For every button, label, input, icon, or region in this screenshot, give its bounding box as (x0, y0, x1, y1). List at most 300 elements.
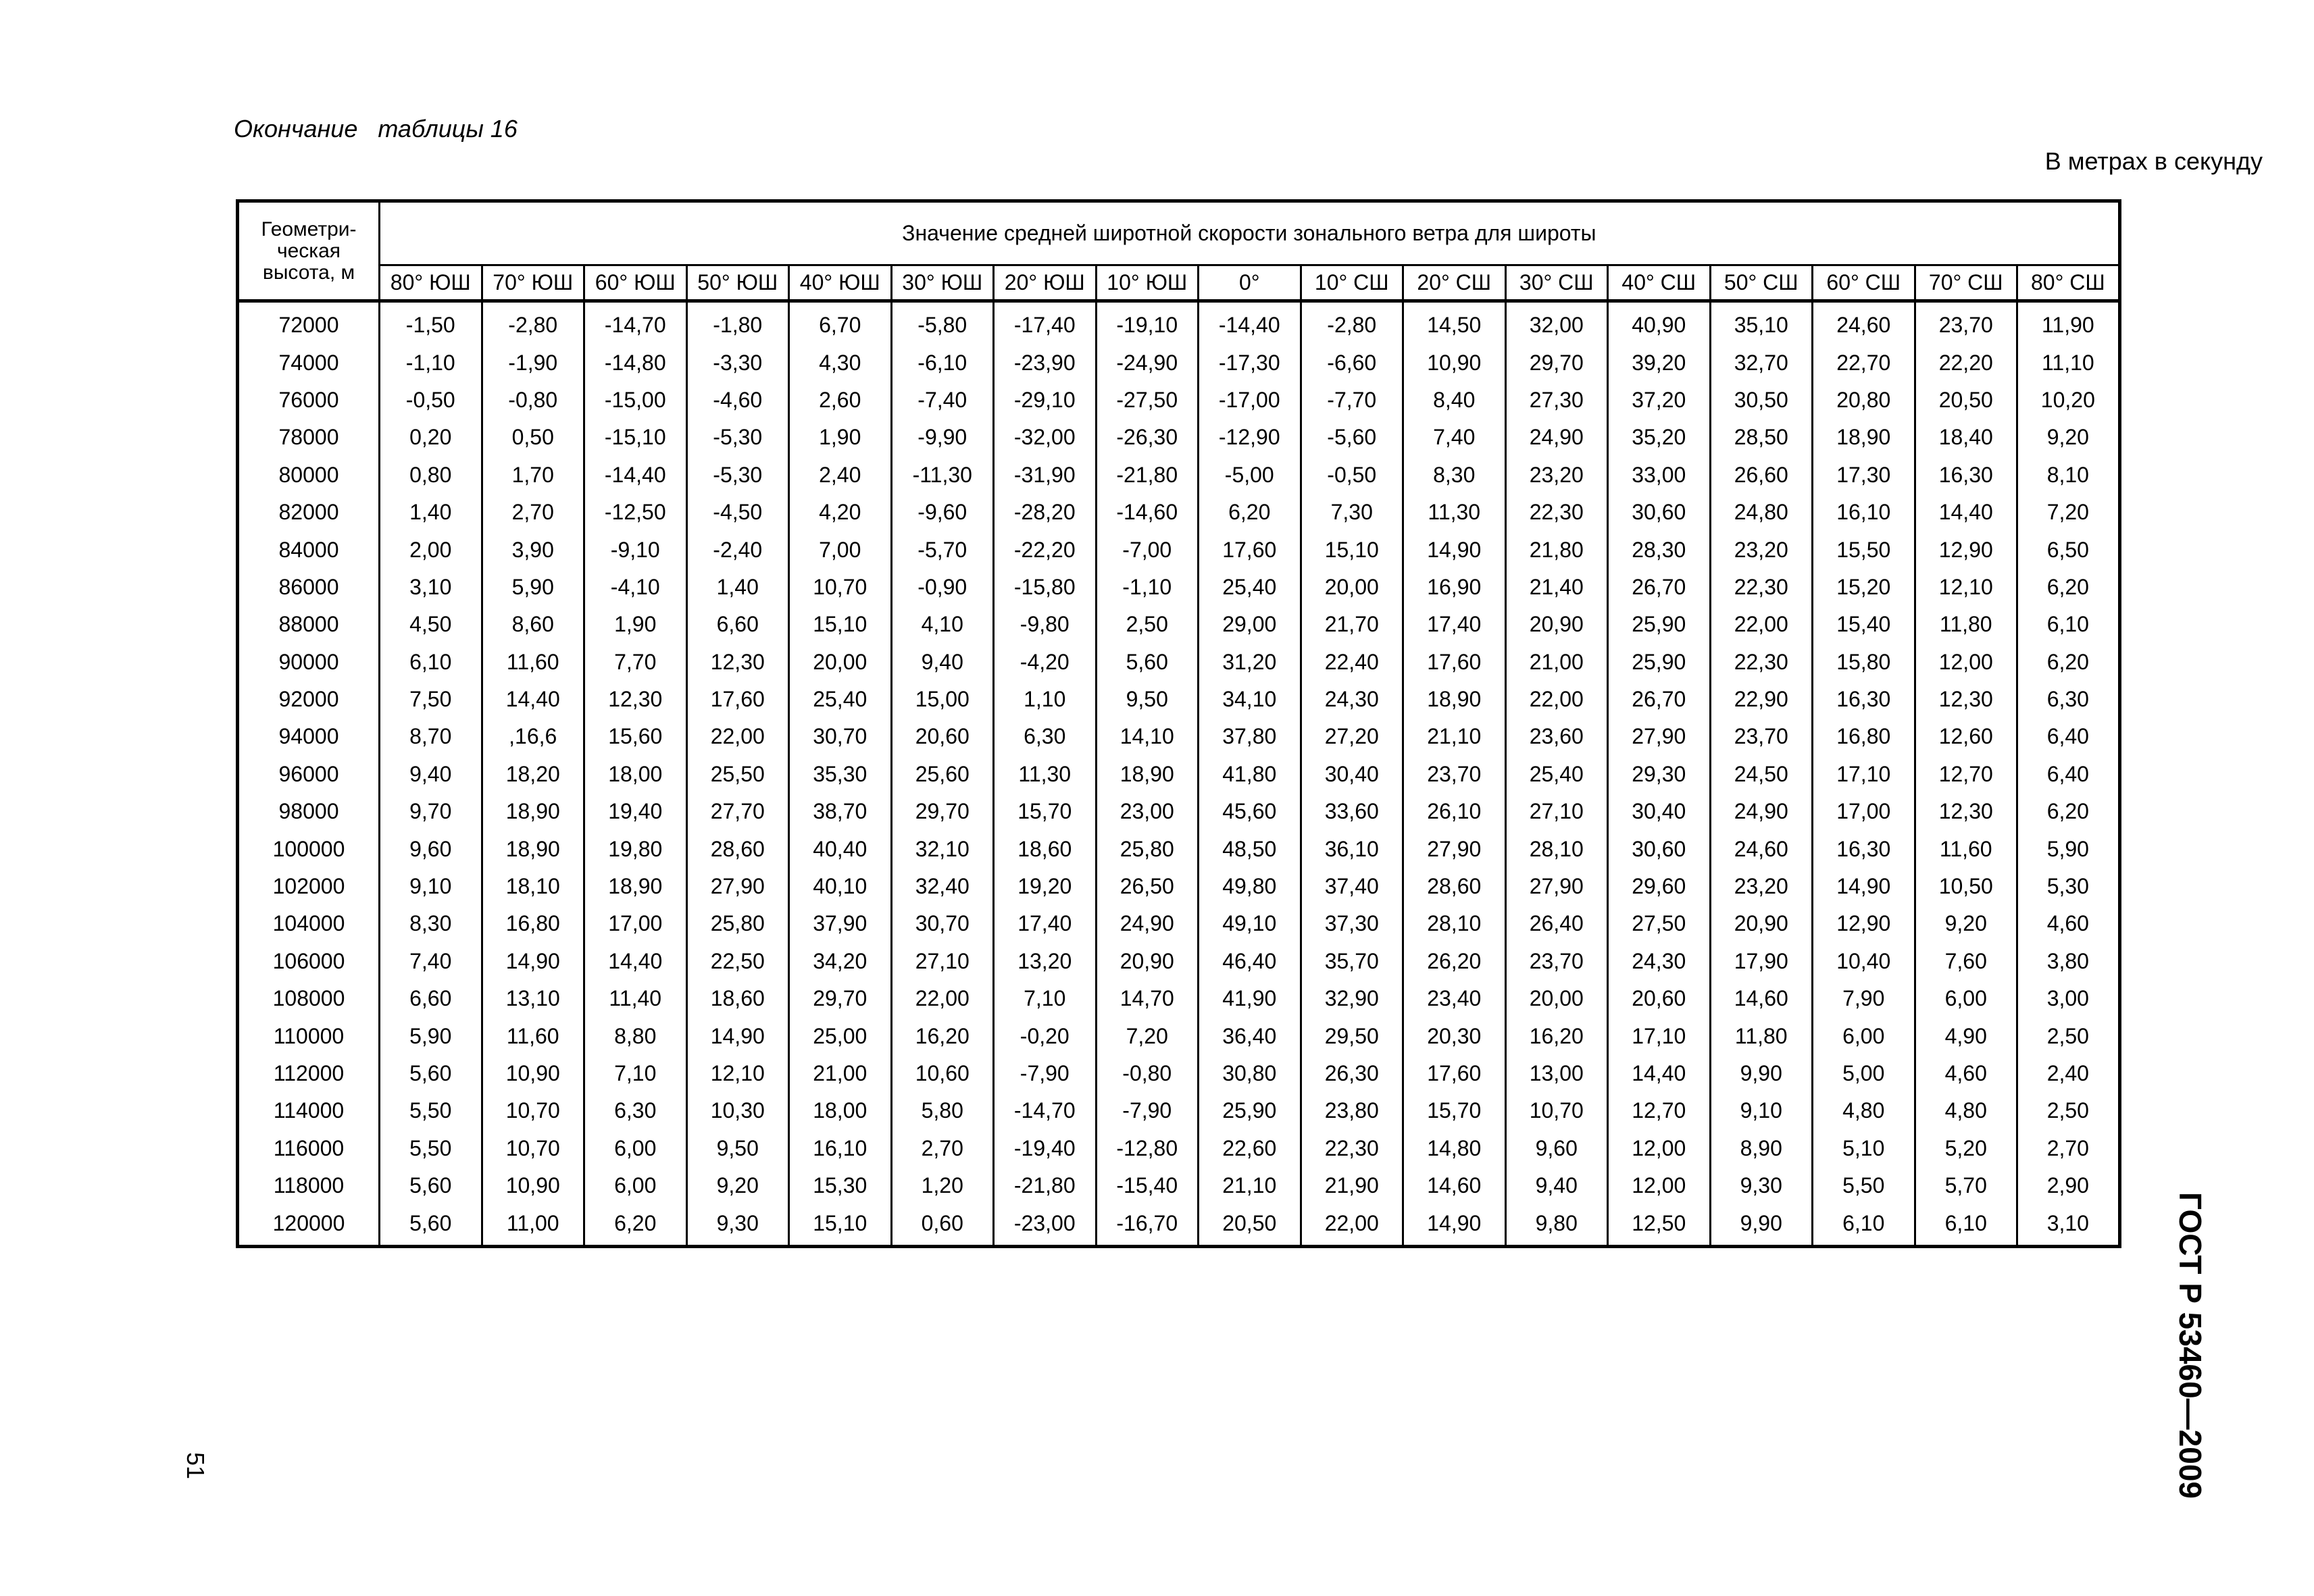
wind-speed-cell: 20,00 (1301, 569, 1403, 606)
wind-speed-cell: 27,90 (1403, 830, 1506, 867)
wind-speed-cell: 41,90 (1199, 980, 1301, 1017)
wind-speed-cell: 22,30 (1710, 644, 1813, 681)
wind-speed-cell: 22,00 (891, 980, 994, 1017)
wind-speed-cell: 12,00 (1915, 644, 2017, 681)
wind-speed-cell: 7,20 (1096, 1017, 1199, 1054)
wind-speed-cell: -24,90 (1096, 344, 1199, 381)
wind-speed-cell: 8,60 (482, 606, 584, 643)
wind-speed-cell: 27,10 (891, 943, 994, 980)
wind-speed-cell: -14,70 (994, 1092, 1097, 1129)
altitude-cell: 104000 (238, 905, 380, 942)
wind-speed-cell: 5,60 (1096, 644, 1199, 681)
table-row (238, 1092, 2120, 1129)
altitude-header-line: высота, м (262, 261, 355, 284)
wind-speed-cell: -1,90 (482, 344, 584, 381)
table-row (238, 1167, 2120, 1204)
wind-speed-cell: 6,00 (1813, 1017, 1915, 1054)
altitude-cell: 116000 (238, 1130, 380, 1167)
wind-speed-cell: 12,90 (1813, 905, 1915, 942)
wind-speed-cell: 12,70 (1915, 756, 2017, 793)
wind-speed-cell: 6,30 (994, 718, 1097, 755)
wind-speed-cell: 18,90 (482, 793, 584, 830)
wind-speed-cell: -15,80 (994, 569, 1097, 606)
wind-speed-cell: 37,80 (1199, 718, 1301, 755)
wind-speed-cell: 12,50 (1608, 1204, 1711, 1246)
wind-speed-cell: -0,90 (891, 569, 994, 606)
wind-speed-cell: 13,20 (994, 943, 1097, 980)
altitude-cell: 98000 (238, 793, 380, 830)
wind-speed-cell: -0,50 (380, 382, 482, 419)
wind-speed-cell: 9,60 (380, 830, 482, 867)
wind-speed-cell: 15,70 (994, 793, 1097, 830)
wind-speed-cell: 8,80 (584, 1017, 687, 1054)
wind-speed-cell: -14,80 (584, 344, 687, 381)
wind-speed-cell: 29,50 (1301, 1017, 1403, 1054)
wind-speed-cell: 16,10 (1813, 494, 1915, 531)
wind-speed-cell: 27,50 (1608, 905, 1711, 942)
wind-speed-cell: -9,60 (891, 494, 994, 531)
wind-speed-cell: -1,10 (380, 344, 482, 381)
wind-speed-cell: 28,60 (1403, 868, 1506, 905)
wind-speed-cell: 7,90 (1813, 980, 1915, 1017)
wind-speed-cell: 26,20 (1403, 943, 1506, 980)
wind-speed-cell: 10,40 (1813, 943, 1915, 980)
wind-speed-cell: -16,70 (1096, 1204, 1199, 1246)
wind-speed-cell: -5,80 (891, 301, 994, 344)
wind-speed-cell: 14,90 (1813, 868, 1915, 905)
wind-speed-cell: 19,40 (584, 793, 687, 830)
wind-speed-cell: 25,00 (789, 1017, 892, 1054)
table-row (238, 644, 2120, 681)
wind-speed-cell: 20,00 (789, 644, 892, 681)
table-row (238, 531, 2120, 568)
latitude-header: 20° ЮШ (994, 265, 1097, 301)
wind-speed-cell: 6,10 (1813, 1204, 1915, 1246)
wind-speed-cell: 14,90 (686, 1017, 789, 1054)
wind-speed-cell: 27,30 (1505, 382, 1608, 419)
wind-speed-cell: 6,60 (380, 980, 482, 1017)
wind-speed-cell: 18,60 (686, 980, 789, 1017)
wind-speed-cell: 10,70 (482, 1130, 584, 1167)
wind-speed-cell: 38,70 (789, 793, 892, 830)
wind-speed-cell: 12,30 (686, 644, 789, 681)
wind-speed-cell: 26,70 (1608, 569, 1711, 606)
wind-speed-cell: 37,20 (1608, 382, 1711, 419)
wind-speed-cell: 11,90 (2017, 301, 2120, 344)
wind-speed-cell: 0,50 (482, 419, 584, 456)
wind-speed-cell: -14,60 (1096, 494, 1199, 531)
wind-speed-cell: 17,40 (994, 905, 1097, 942)
wind-speed-cell: 26,40 (1505, 905, 1608, 942)
wind-speed-cell: 28,10 (1403, 905, 1506, 942)
wind-speed-cell: 1,40 (686, 569, 789, 606)
wind-speed-cell: 2,60 (789, 382, 892, 419)
wind-speed-cell: 30,80 (1199, 1055, 1301, 1092)
table-row (238, 382, 2120, 419)
wind-speed-cell: 5,50 (380, 1092, 482, 1129)
wind-speed-cell: 10,50 (1915, 868, 2017, 905)
wind-speed-cell: 32,70 (1710, 344, 1813, 381)
wind-speed-cell: 16,20 (1505, 1017, 1608, 1054)
wind-speed-cell: 20,50 (1915, 382, 2017, 419)
wind-speed-cell: 6,20 (2017, 793, 2120, 830)
table-row (238, 494, 2120, 531)
wind-speed-cell: -2,80 (482, 301, 584, 344)
wind-speed-cell: 4,60 (1915, 1055, 2017, 1092)
wind-speed-cell: 9,70 (380, 793, 482, 830)
wind-speed-cell: -1,50 (380, 301, 482, 344)
latitude-header: 80° ЮШ (380, 265, 482, 301)
wind-speed-cell: 21,90 (1301, 1167, 1403, 1204)
wind-speed-cell: 11,60 (482, 1017, 584, 1054)
wind-speed-cell: 45,60 (1199, 793, 1301, 830)
table-row (238, 1055, 2120, 1092)
wind-speed-cell: 18,90 (1096, 756, 1199, 793)
altitude-cell: 72000 (238, 301, 380, 344)
wind-speed-cell: 2,40 (2017, 1055, 2120, 1092)
wind-speed-cell: 3,10 (380, 569, 482, 606)
wind-speed-cell: 10,90 (482, 1055, 584, 1092)
units-note: В метрах в секунду (2044, 147, 2263, 175)
wind-speed-cell: 5,00 (1813, 1055, 1915, 1092)
altitude-cell: 110000 (238, 1017, 380, 1054)
wind-speed-cell: 8,10 (2017, 457, 2120, 494)
wind-speed-cell: 17,10 (1813, 756, 1915, 793)
wind-speed-cell: 33,00 (1608, 457, 1711, 494)
wind-speed-cell: 4,60 (2017, 905, 2120, 942)
wind-speed-cell: 24,80 (1710, 494, 1813, 531)
wind-speed-cell: -5,30 (686, 457, 789, 494)
table-row (238, 756, 2120, 793)
wind-speed-cell: 5,10 (1813, 1130, 1915, 1167)
wind-speed-cell: -5,30 (686, 419, 789, 456)
table-row (238, 681, 2120, 718)
wind-speed-cell: 0,80 (380, 457, 482, 494)
wind-speed-cell: 9,10 (380, 868, 482, 905)
table-row (238, 793, 2120, 830)
wind-speed-cell: -17,00 (1199, 382, 1301, 419)
table-row (238, 905, 2120, 942)
altitude-cell: 102000 (238, 868, 380, 905)
altitude-column-header (238, 201, 380, 301)
wind-speed-cell: 9,30 (686, 1204, 789, 1246)
wind-speed-cell: 9,30 (1710, 1167, 1813, 1204)
wind-speed-cell: 7,70 (584, 644, 687, 681)
wind-speed-cell: 10,70 (482, 1092, 584, 1129)
wind-speed-cell: 23,20 (1505, 457, 1608, 494)
table-row (238, 868, 2120, 905)
latitude-header: 60° ЮШ (584, 265, 687, 301)
wind-speed-cell: 23,00 (1096, 793, 1199, 830)
wind-speed-cell: 9,20 (1915, 905, 2017, 942)
wind-speed-cell: 29,30 (1608, 756, 1711, 793)
latitude-header: 70° СШ (1915, 265, 2017, 301)
wind-speed-cell: 23,70 (1915, 301, 2017, 344)
wind-speed-cell: 17,10 (1608, 1017, 1711, 1054)
wind-speed-cell: 12,30 (584, 681, 687, 718)
altitude-cell: 84000 (238, 531, 380, 568)
wind-speed-cell: -26,30 (1096, 419, 1199, 456)
wind-speed-cell: 28,10 (1505, 830, 1608, 867)
latitude-group-header: Значение средней широтной скорости зонального ветра для широты (380, 201, 2120, 265)
wind-speed-cell: 4,80 (1813, 1092, 1915, 1129)
wind-speed-cell: 7,20 (2017, 494, 2120, 531)
wind-speed-cell: 15,00 (891, 681, 994, 718)
wind-speed-cell: 34,10 (1199, 681, 1301, 718)
wind-speed-cell: 10,70 (1505, 1092, 1608, 1129)
wind-speed-cell: 6,20 (584, 1204, 687, 1246)
latitude-header: 20° СШ (1403, 265, 1506, 301)
wind-speed-cell: 8,90 (1710, 1130, 1813, 1167)
wind-speed-cell: -5,70 (891, 531, 994, 568)
wind-speed-cell: 4,30 (789, 344, 892, 381)
wind-speed-cell: -2,40 (686, 531, 789, 568)
wind-speed-cell: -9,90 (891, 419, 994, 456)
wind-speed-cell: 21,10 (1199, 1167, 1301, 1204)
altitude-cell: 80000 (238, 457, 380, 494)
table-row (238, 830, 2120, 867)
wind-speed-cell: 11,30 (1403, 494, 1506, 531)
wind-speed-cell: 1,10 (994, 681, 1097, 718)
wind-speed-cell: 23,60 (1505, 718, 1608, 755)
wind-speed-cell: 25,80 (686, 905, 789, 942)
wind-speed-cell: 22,60 (1199, 1130, 1301, 1167)
wind-speed-cell: 17,60 (1199, 531, 1301, 568)
wind-speed-cell: 15,10 (1301, 531, 1403, 568)
wind-speed-cell: 11,30 (994, 756, 1097, 793)
wind-speed-cell: 16,20 (891, 1017, 994, 1054)
wind-speed-cell: 14,60 (1710, 980, 1813, 1017)
wind-speed-cell: -29,10 (994, 382, 1097, 419)
wind-speed-cell: 8,70 (380, 718, 482, 755)
document-standard-title: ГОСТ Р 53460—2009 (2173, 1192, 2208, 1499)
altitude-cell: 108000 (238, 980, 380, 1017)
wind-speed-cell: 17,00 (584, 905, 687, 942)
wind-speed-cell: 6,30 (584, 1092, 687, 1129)
table-row (238, 980, 2120, 1017)
altitude-cell: 112000 (238, 1055, 380, 1092)
wind-speed-cell: 18,90 (482, 830, 584, 867)
wind-speed-cell: 18,60 (994, 830, 1097, 867)
wind-speed-cell: -4,20 (994, 644, 1097, 681)
wind-speed-cell: 40,40 (789, 830, 892, 867)
wind-speed-cell: 3,80 (2017, 943, 2120, 980)
wind-speed-cell: 20,60 (1608, 980, 1711, 1017)
wind-speed-cell: 17,60 (686, 681, 789, 718)
wind-speed-cell: 15,70 (1403, 1092, 1506, 1129)
wind-speed-cell: 20,60 (891, 718, 994, 755)
wind-speed-cell: 29,70 (1505, 344, 1608, 381)
wind-speed-cell: -2,80 (1301, 301, 1403, 344)
wind-speed-cell: 20,90 (1505, 606, 1608, 643)
wind-speed-cell: 11,00 (482, 1204, 584, 1246)
wind-speed-cell: 36,40 (1199, 1017, 1301, 1054)
wind-speed-cell: 11,60 (482, 644, 584, 681)
wind-speed-cell: 2,90 (2017, 1167, 2120, 1204)
wind-speed-cell: 17,30 (1813, 457, 1915, 494)
altitude-cell: 118000 (238, 1167, 380, 1204)
wind-speed-cell: 37,90 (789, 905, 892, 942)
wind-speed-cell: 6,20 (2017, 644, 2120, 681)
altitude-cell: 92000 (238, 681, 380, 718)
wind-speed-cell: 7,40 (1403, 419, 1506, 456)
altitude-cell: 100000 (238, 830, 380, 867)
wind-speed-cell: 23,70 (1403, 756, 1506, 793)
wind-speed-cell: 7,50 (380, 681, 482, 718)
wind-speed-cell: 21,10 (1403, 718, 1506, 755)
wind-speed-cell: 14,50 (1403, 301, 1506, 344)
wind-speed-cell: 15,50 (1813, 531, 1915, 568)
wind-speed-cell: 0,20 (380, 419, 482, 456)
wind-speed-cell: 1,40 (380, 494, 482, 531)
table-row (238, 1204, 2120, 1246)
wind-speed-cell: 32,40 (891, 868, 994, 905)
wind-speed-cell: 7,60 (1915, 943, 2017, 980)
wind-speed-cell: 30,50 (1710, 382, 1813, 419)
wind-speed-cell: 7,30 (1301, 494, 1403, 531)
wind-speed-cell: -0,50 (1301, 457, 1403, 494)
wind-speed-cell: 21,70 (1301, 606, 1403, 643)
wind-speed-cell: -21,80 (1096, 457, 1199, 494)
altitude-cell: 120000 (238, 1204, 380, 1246)
wind-speed-cell: 35,70 (1301, 943, 1403, 980)
wind-speed-cell: -17,30 (1199, 344, 1301, 381)
wind-speed-cell: -5,00 (1199, 457, 1301, 494)
altitude-cell: 106000 (238, 943, 380, 980)
wind-speed-cell: 12,30 (1915, 793, 2017, 830)
latitude-header: 50° СШ (1710, 265, 1813, 301)
wind-speed-cell: -14,40 (584, 457, 687, 494)
altitude-cell: 78000 (238, 419, 380, 456)
wind-speed-cell: -23,90 (994, 344, 1097, 381)
wind-speed-cell: 10,90 (482, 1167, 584, 1204)
wind-speed-cell: 35,10 (1710, 301, 1813, 344)
wind-speed-cell: 15,30 (789, 1167, 892, 1204)
wind-speed-cell: -7,00 (1096, 531, 1199, 568)
wind-speed-cell: -4,10 (584, 569, 687, 606)
wind-speed-cell: 15,60 (584, 718, 687, 755)
wind-speed-cell: 27,10 (1505, 793, 1608, 830)
wind-speed-cell: 18,90 (1813, 419, 1915, 456)
wind-speed-cell: 16,30 (1915, 457, 2017, 494)
altitude-cell: 88000 (238, 606, 380, 643)
wind-speed-cell: 24,90 (1710, 793, 1813, 830)
wind-speed-cell: 22,00 (1505, 681, 1608, 718)
table-row (238, 606, 2120, 643)
wind-speed-cell: -9,80 (994, 606, 1097, 643)
wind-speed-cell: 24,90 (1096, 905, 1199, 942)
wind-speed-cell: 23,70 (1505, 943, 1608, 980)
wind-speed-cell: 25,40 (1505, 756, 1608, 793)
wind-speed-cell: 22,30 (1301, 1130, 1403, 1167)
wind-speed-cell: 4,20 (789, 494, 892, 531)
wind-speed-cell: 23,20 (1710, 531, 1813, 568)
wind-speed-cell: 41,80 (1199, 756, 1301, 793)
table-row (238, 419, 2120, 456)
table-row (238, 457, 2120, 494)
table-row (238, 344, 2120, 381)
wind-speed-cell: 27,90 (1608, 718, 1711, 755)
wind-speed-cell: 4,90 (1915, 1017, 2017, 1054)
wind-speed-cell: 26,70 (1608, 681, 1711, 718)
wind-speed-cell: 14,90 (1403, 531, 1506, 568)
wind-speed-cell: 10,60 (891, 1055, 994, 1092)
wind-speed-cell: 14,10 (1096, 718, 1199, 755)
wind-speed-cell: -15,10 (584, 419, 687, 456)
table-body (238, 301, 2120, 1247)
wind-speed-cell: 9,50 (1096, 681, 1199, 718)
page-number: 51 (182, 1452, 209, 1480)
wind-speed-cell: 29,60 (1608, 868, 1711, 905)
wind-speed-cell: 15,10 (789, 1204, 892, 1246)
wind-speed-cell: 12,00 (1608, 1130, 1711, 1167)
wind-speed-cell: 16,30 (1813, 681, 1915, 718)
wind-speed-cell: 18,40 (1915, 419, 2017, 456)
wind-speed-cell: 20,30 (1403, 1017, 1506, 1054)
wind-speed-cell: 29,70 (891, 793, 994, 830)
wind-speed-cell: 29,70 (789, 980, 892, 1017)
latitude-header-row (238, 265, 2120, 301)
wind-speed-cell: 2,50 (2017, 1092, 2120, 1129)
wind-speed-cell: 21,00 (1505, 644, 1608, 681)
wind-speed-cell: 32,10 (891, 830, 994, 867)
wind-speed-cell: 16,30 (1813, 830, 1915, 867)
wind-speed-cell: 5,50 (380, 1130, 482, 1167)
wind-speed-cell: 24,50 (1710, 756, 1813, 793)
wind-speed-cell: 34,20 (789, 943, 892, 980)
wind-speed-cell: 13,00 (1505, 1055, 1608, 1092)
wind-speed-cell: 25,90 (1199, 1092, 1301, 1129)
wind-speed-cell: 5,60 (380, 1055, 482, 1092)
wind-speed-cell: 24,60 (1813, 301, 1915, 344)
wind-speed-cell: 48,50 (1199, 830, 1301, 867)
table-row (238, 569, 2120, 606)
wind-speed-cell: -12,50 (584, 494, 687, 531)
wind-speed-cell: -11,30 (891, 457, 994, 494)
wind-speed-cell: 1,90 (584, 606, 687, 643)
wind-speed-cell: 14,80 (1403, 1130, 1506, 1167)
altitude-cell: 86000 (238, 569, 380, 606)
latitude-header: 30° ЮШ (891, 265, 994, 301)
wind-speed-cell: 25,80 (1096, 830, 1199, 867)
wind-speed-cell: 4,80 (1915, 1092, 2017, 1129)
table-row (238, 1017, 2120, 1054)
wind-speed-cell: -4,50 (686, 494, 789, 531)
wind-speed-cell: 35,30 (789, 756, 892, 793)
wind-speed-cell: 37,30 (1301, 905, 1403, 942)
wind-speed-cell: -7,90 (1096, 1092, 1199, 1129)
wind-speed-cell: 16,90 (1403, 569, 1506, 606)
wind-speed-cell: -14,40 (1199, 301, 1301, 344)
wind-speed-cell: -15,40 (1096, 1167, 1199, 1204)
wind-speed-cell: 2,50 (1096, 606, 1199, 643)
wind-speed-cell: 24,90 (1505, 419, 1608, 456)
wind-speed-cell: -17,40 (994, 301, 1097, 344)
wind-speed-cell: 2,40 (789, 457, 892, 494)
wind-speed-cell: 9,40 (891, 644, 994, 681)
wind-speed-cell: 21,40 (1505, 569, 1608, 606)
wind-speed-cell: -1,10 (1096, 569, 1199, 606)
wind-speed-cell: 6,10 (2017, 606, 2120, 643)
wind-speed-cell: 49,10 (1199, 905, 1301, 942)
wind-speed-cell: 9,40 (380, 756, 482, 793)
wind-speed-cell: 23,20 (1710, 868, 1813, 905)
altitude-cell: 76000 (238, 382, 380, 419)
wind-speed-cell: 16,80 (482, 905, 584, 942)
wind-speed-cell: 23,40 (1403, 980, 1506, 1017)
wind-speed-cell: 15,20 (1813, 569, 1915, 606)
wind-speed-cell: 6,40 (2017, 718, 2120, 755)
